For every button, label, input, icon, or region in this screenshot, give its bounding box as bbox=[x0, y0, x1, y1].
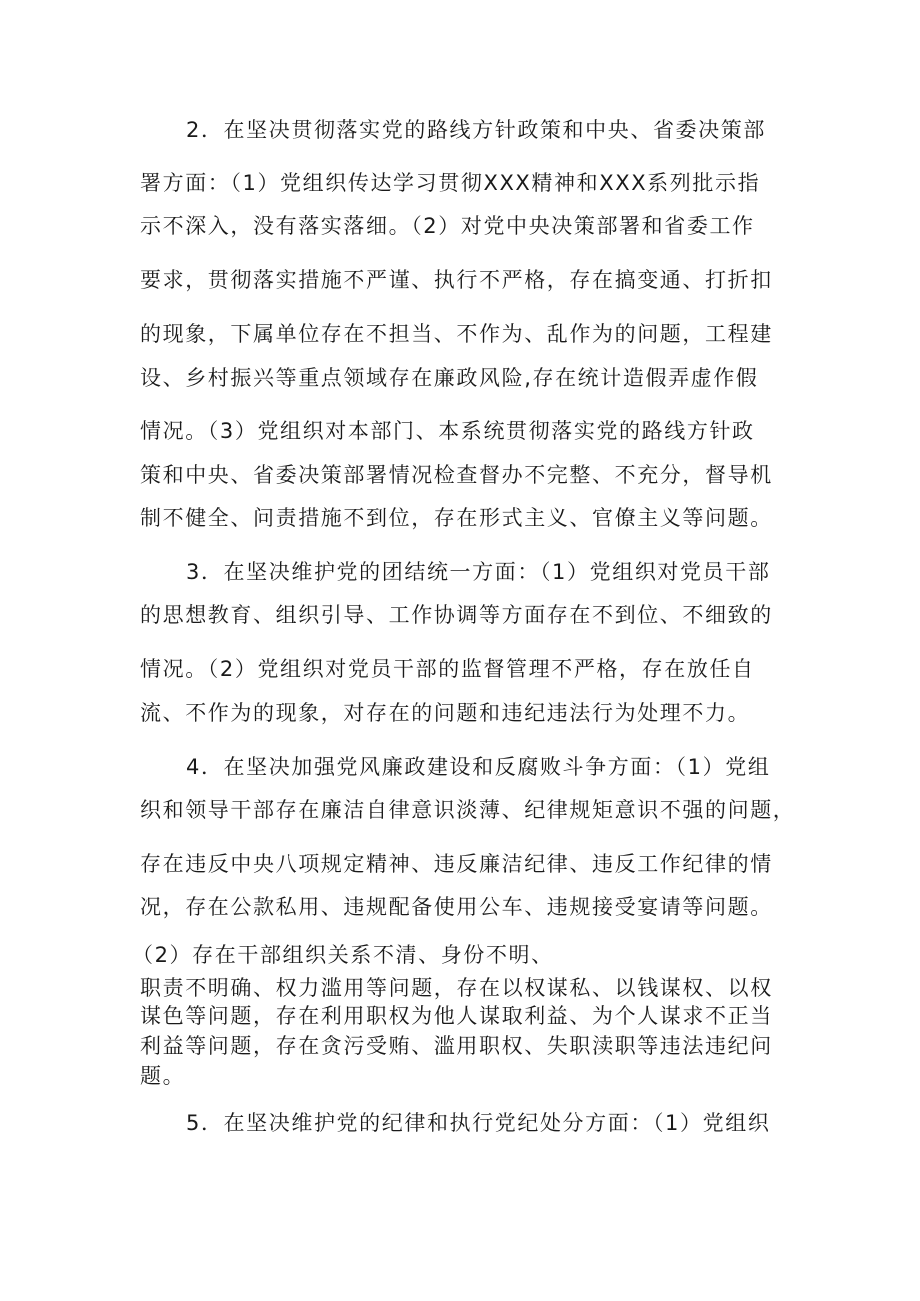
subparagraph-line-3: 谋色等问题，存在利用职权为他人谋取利益、为个人谋求不正当 bbox=[140, 1004, 773, 1028]
paragraph-3-line-4: 流、不作为的现象，对存在的问题和违纪违法行为处理不力。 bbox=[140, 701, 751, 725]
paragraph-2-line-3: 示不深入，没有落实落细。（2）对党中央决策部署和省委工作 bbox=[140, 214, 755, 238]
paragraph-2-line-9: 制不健全、问责措施不到位，存在形式主义、官僚主义等问题。 bbox=[140, 506, 773, 530]
paragraph-4-line-4: 况，存在公款私用、违规配备使用公车、违规接受宴请等问题。 bbox=[140, 895, 773, 919]
paragraph-5-line-1: 5．在坚决维护党的纪律和执行党纪处分方面：（1）党组织 bbox=[186, 1111, 771, 1135]
paragraph-4-line-1: 4．在坚决加强党风廉政建设和反腐败斗争方面：（1）党组 bbox=[186, 755, 771, 779]
paragraph-2-line-2: 署方面：（1）党组织传达学习贯彻XXX精神和XXX系列批示指 bbox=[140, 171, 761, 195]
subparagraph-line-2: 职责不明确、权力滥用等问题，存在以权谋私、以钱谋权、以权 bbox=[140, 976, 773, 1000]
paragraph-3-line-3: 情况。（2）党组织对党员干部的监督管理不严格，存在放任自 bbox=[140, 657, 755, 681]
paragraph-4-line-2: 织和领导干部存在廉洁自律意识淡薄、纪律规矩意识不强的问题， bbox=[140, 798, 796, 822]
subparagraph-line-5: 题。 bbox=[140, 1064, 186, 1088]
paragraph-2-line-6: 设、乡村振兴等重点领域存在廉政风险,存在统计造假弄虚作假 bbox=[140, 366, 759, 390]
paragraph-2-line-8: 策和中央、省委决策部署情况检查督办不完整、不充分，督导机 bbox=[140, 463, 773, 487]
paragraph-2-line-5: 的现象，下属单位存在不担当、不作为、乱作为的问题，工程建 bbox=[140, 322, 773, 346]
paragraph-2-line-4: 要求，贯彻落实措施不严谨、执行不严格，存在搞变通、打折扣 bbox=[140, 268, 773, 292]
subparagraph-line-1: （2）存在干部组织关系不清、身份不明、 bbox=[132, 943, 554, 967]
paragraph-3-line-2: 的思想教育、组织引导、工作协调等方面存在不到位、不细致的 bbox=[140, 603, 773, 627]
paragraph-4-line-3: 存在违反中央八项规定精神、违反廉洁纪律、违反工作纪律的情 bbox=[140, 852, 773, 876]
subparagraph-line-4: 利益等问题，存在贪污受贿、滥用职权、失职渎职等违法违纪问 bbox=[140, 1034, 773, 1058]
paragraph-2-line-1: 2．在坚决贯彻落实党的路线方针政策和中央、省委决策部 bbox=[186, 118, 766, 142]
paragraph-3-line-1: 3．在坚决维护党的团结统一方面：（1）党组织对党员干部 bbox=[186, 560, 771, 584]
paragraph-2-line-7: 情况。（3）党组织对本部门、本系统贯彻落实党的路线方针政 bbox=[140, 419, 755, 443]
